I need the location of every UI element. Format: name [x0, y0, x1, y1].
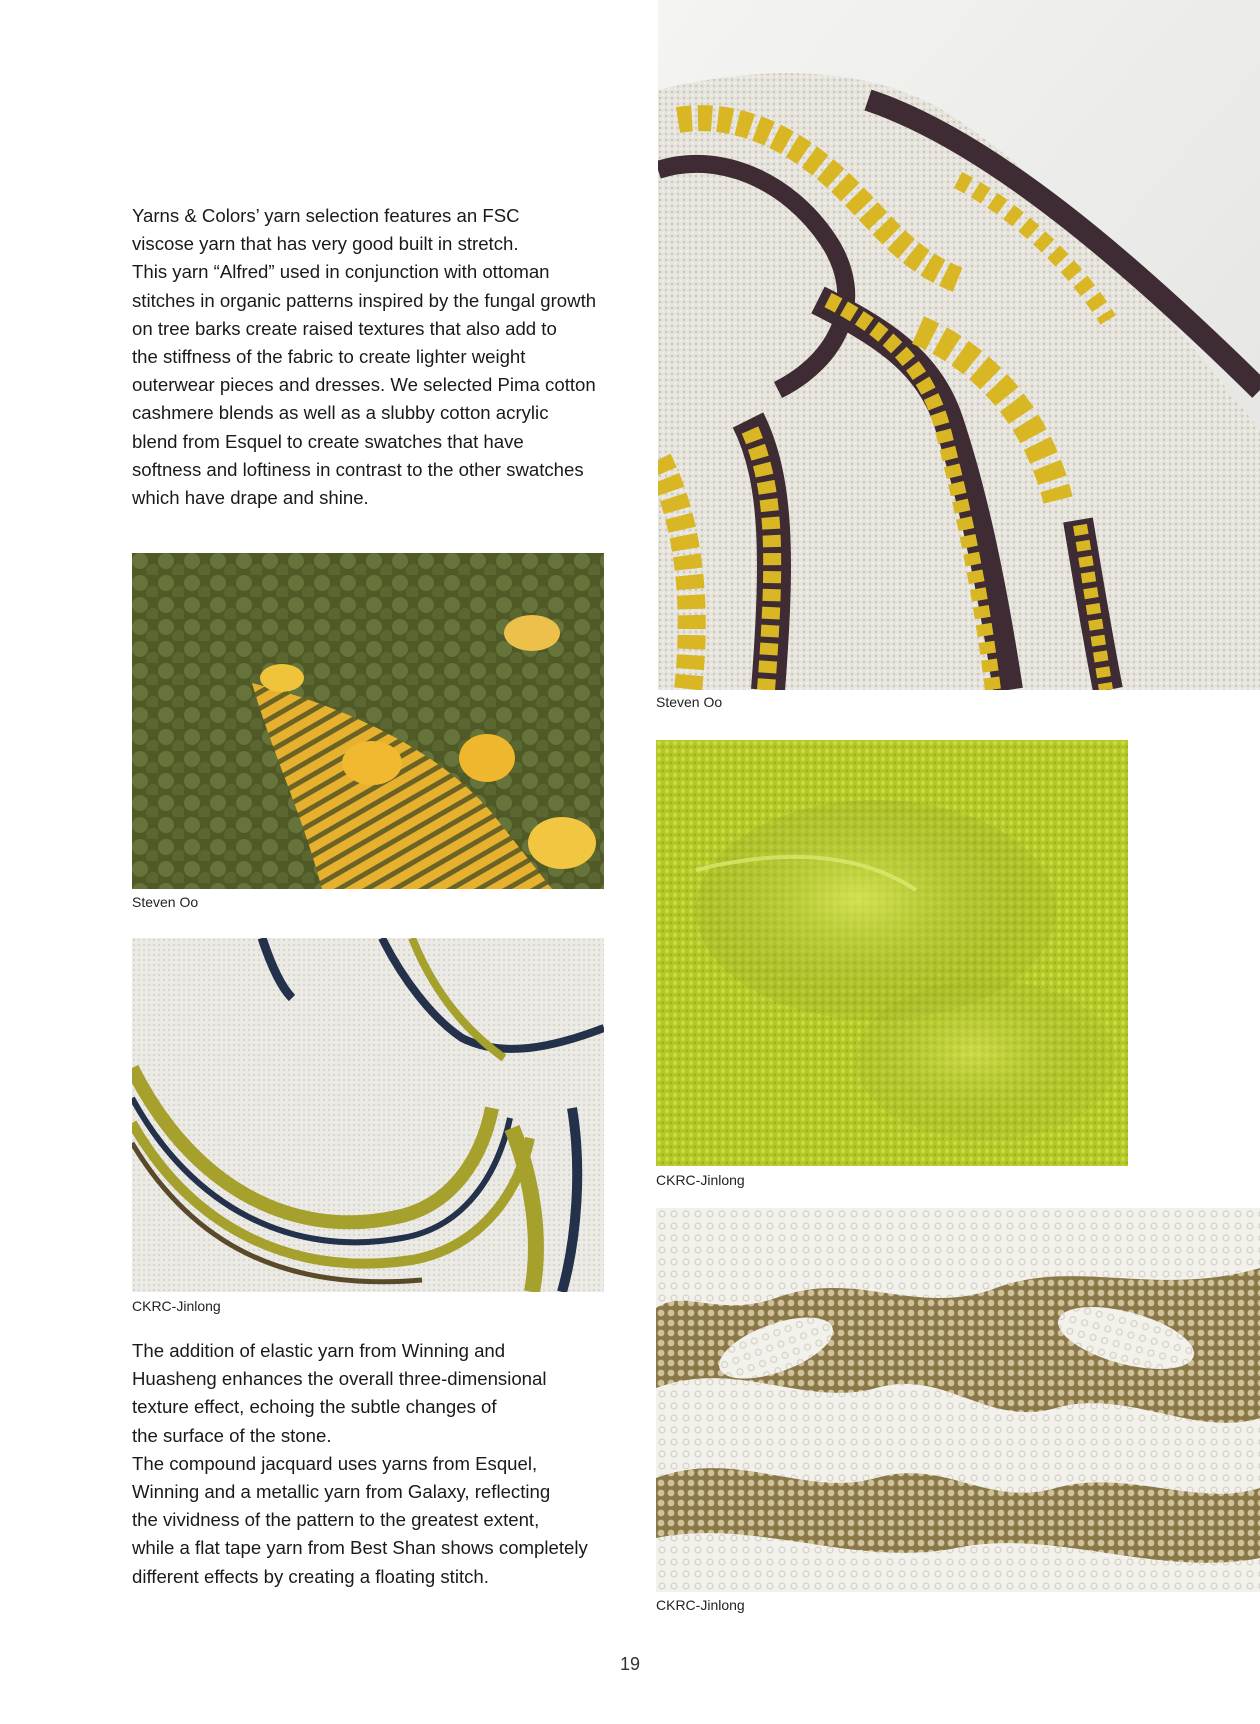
text-line: Huasheng enhances the overall three-dimensional	[132, 1368, 547, 1390]
text-line: outerwear pieces and dresses. We selected Pima cotton	[132, 374, 596, 396]
photo-caption: CKRC-Jinlong	[656, 1597, 745, 1613]
text-line: different effects by creating a floating stitch.	[132, 1565, 489, 1587]
closing-paragraph	[132, 1337, 622, 1591]
photo-caption: Steven Oo	[656, 694, 723, 710]
text-line: Winning and a metallic yarn from Galaxy, reflecting	[132, 1481, 551, 1503]
green-bobble-image	[132, 553, 604, 889]
text-line: Yarns & Colors’ yarn selection features an FSC	[132, 205, 520, 226]
photo-caption: Steven Oo	[132, 894, 199, 910]
photo-caption: CKRC-Jinlong	[132, 1298, 221, 1314]
text-line: viscose yarn that has very good built in stretch.	[132, 233, 519, 255]
photo-green-bobble-knit	[132, 553, 604, 889]
text-line: while a flat tape yarn from Best Shan shows completely	[132, 1537, 588, 1559]
page-number: 19	[619, 1654, 641, 1674]
text-line: the stiffness of the fabric to create lighter weight	[132, 346, 526, 368]
lime-terry-image	[656, 740, 1128, 1166]
text-line: The addition of elastic yarn from Winning and	[132, 1340, 506, 1361]
text-line: cashmere blends as well as a slubby cotton acrylic	[132, 402, 549, 424]
text-line: texture effect, echoing the subtle changes of	[132, 1396, 497, 1418]
intro-paragraph	[132, 202, 622, 512]
photo-caption: CKRC-Jinlong	[656, 1172, 745, 1188]
lace-metallic-image	[656, 1208, 1260, 1592]
photo-white-jacquard	[132, 938, 604, 1292]
text-line: on tree barks create raised textures that also add to	[132, 317, 557, 339]
yellow-jacquard-image	[658, 0, 1260, 690]
photo-lime-terry-knit	[656, 740, 1128, 1166]
text-line: which have drape and shine.	[132, 487, 369, 509]
photo-yellow-jacquard-drape	[658, 0, 1260, 690]
text-line: stitches in organic patterns inspired by the fungal growth	[132, 289, 597, 311]
text-line: This yarn “Alfred” used in conjunction with ottoman	[132, 261, 550, 283]
text-line: the vividness of the pattern to the greatest extent,	[132, 1509, 540, 1531]
text-line: blend from Esquel to create swatches that have	[132, 430, 524, 452]
text-line: softness and loftiness in contrast to the other swatches	[132, 458, 584, 480]
photo-lace-metallic	[656, 1208, 1260, 1592]
white-jacquard-image	[132, 938, 604, 1292]
text-line: the surface of the stone.	[132, 1424, 332, 1446]
text-line: The compound jacquard uses yarns from Esquel,	[132, 1452, 538, 1474]
